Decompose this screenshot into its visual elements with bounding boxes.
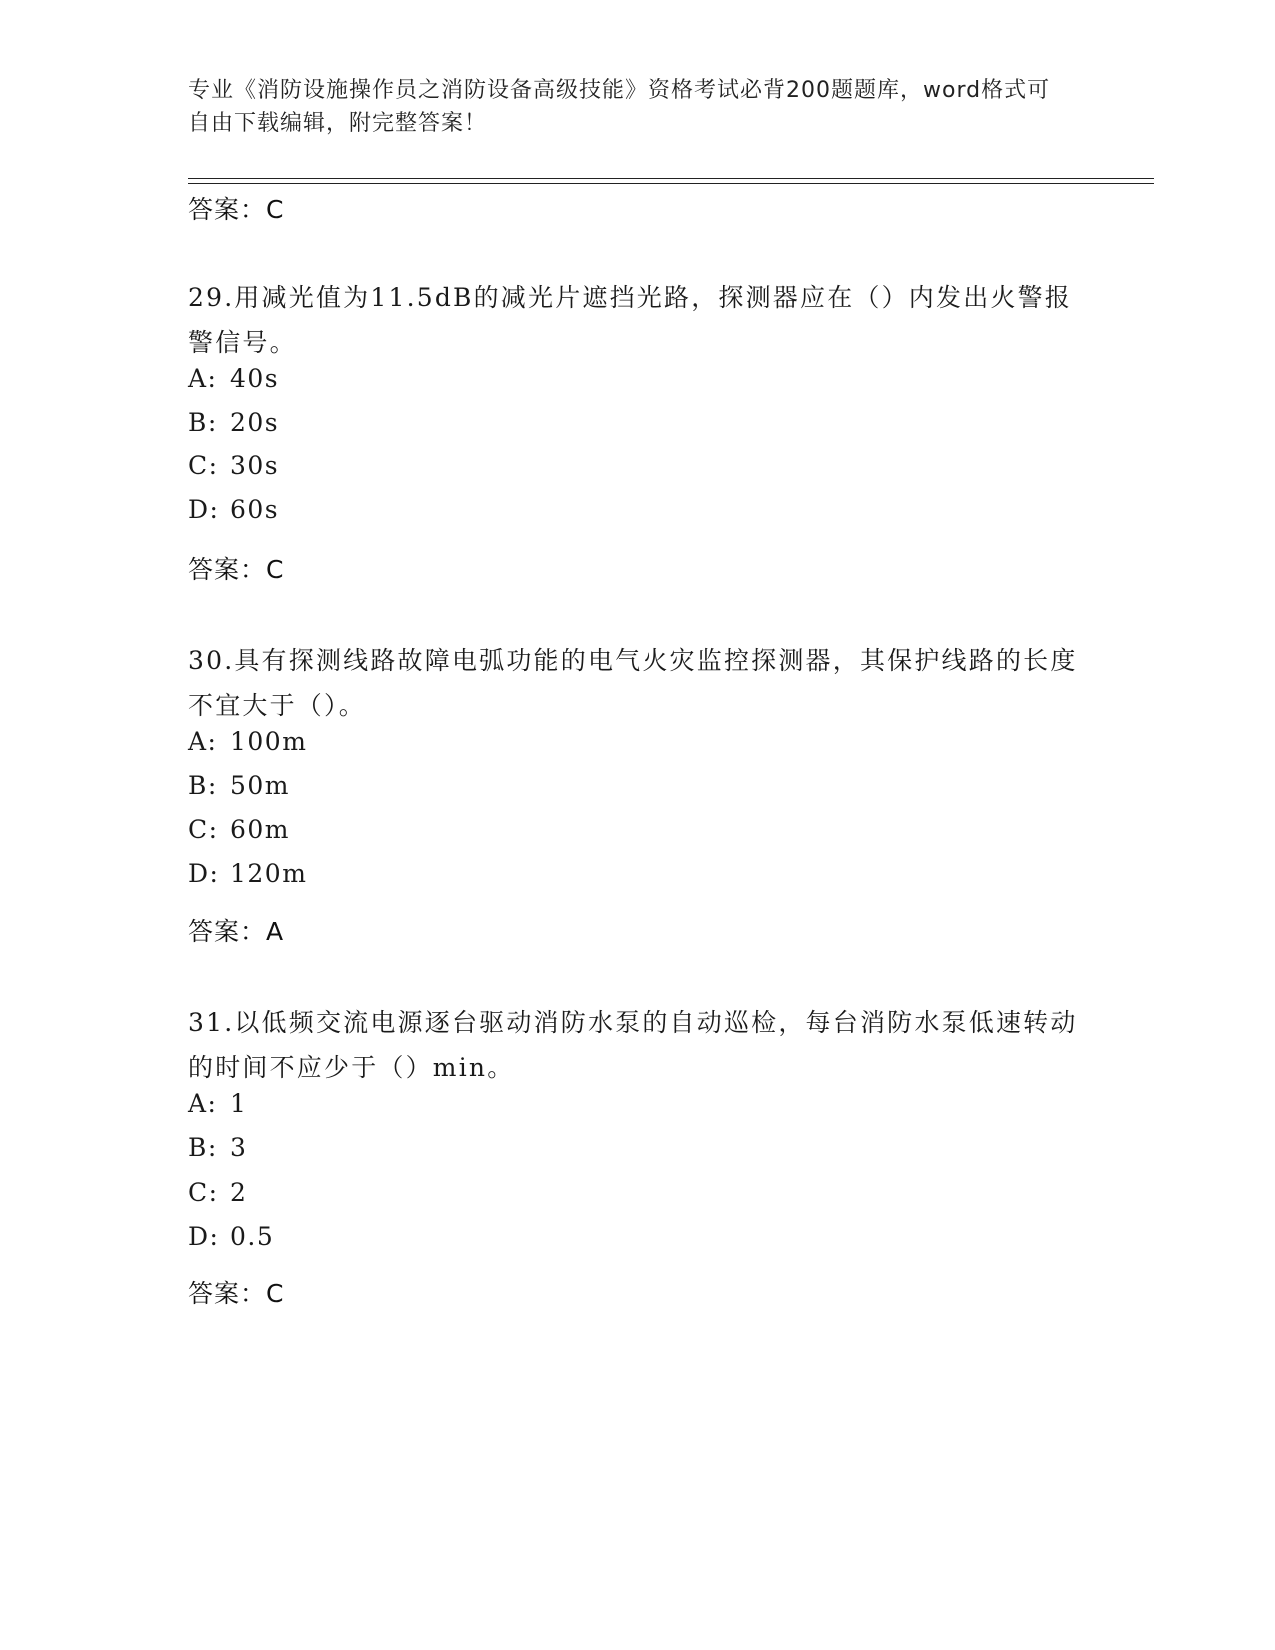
option-text: 40s xyxy=(230,364,280,393)
previous-answer: 答案：C xyxy=(188,195,285,224)
option-label: C: xyxy=(188,451,219,480)
option-label: B: xyxy=(188,408,218,437)
header-divider-top xyxy=(188,178,1154,179)
option-d xyxy=(188,1222,274,1251)
option-d xyxy=(188,859,307,888)
option-label: A: xyxy=(188,727,218,756)
header-divider-bottom xyxy=(188,183,1154,184)
option-text: 3 xyxy=(230,1133,248,1162)
option-d xyxy=(188,495,279,524)
option-label: C: xyxy=(188,1178,219,1207)
option-label: B: xyxy=(188,771,218,800)
option-text: 100m xyxy=(230,727,308,756)
option-label: A: xyxy=(188,364,218,393)
option-text: 120m xyxy=(230,859,308,888)
option-text: 30s xyxy=(230,451,280,480)
option-a xyxy=(188,364,279,393)
option-text: 0.5 xyxy=(230,1222,275,1251)
option-b xyxy=(188,1133,247,1162)
option-b xyxy=(188,408,279,437)
option-c xyxy=(188,1178,247,1207)
option-label: A: xyxy=(188,1089,218,1118)
option-label: D: xyxy=(188,495,220,524)
option-c xyxy=(188,451,279,480)
option-a xyxy=(188,727,307,756)
option-b xyxy=(188,771,290,800)
answer-30: 答案：A xyxy=(188,917,285,946)
answer-29: 答案：C xyxy=(188,555,285,584)
option-c xyxy=(188,815,290,844)
question-stem-29: 29.用减光值为11.5dB的减光片遮挡光路，探测器应在（）内发出火警报警信号。 xyxy=(188,283,1072,357)
option-text: 20s xyxy=(230,408,280,437)
option-text: 60s xyxy=(230,495,280,524)
option-text: 1 xyxy=(230,1089,248,1118)
option-text: 60m xyxy=(230,815,291,844)
question-stem-30: 30.具有探测线路故障电弧功能的电气火灾监控探测器，其保护线路的长度不宜大于（）。 xyxy=(188,646,1078,720)
option-label: D: xyxy=(188,1222,220,1251)
document-header: 专业《消防设施操作员之消防设备高级技能》资格考试必背200题题库，word格式可自由下载编辑，附完整答案！ xyxy=(188,78,1051,136)
option-text: 2 xyxy=(230,1178,248,1207)
option-text: 50m xyxy=(230,771,291,800)
option-a xyxy=(188,1089,247,1118)
option-label: C: xyxy=(188,815,219,844)
option-label: B: xyxy=(188,1133,218,1162)
question-stem-31: 31.以低频交流电源逐台驱动消防水泵的自动巡检，每台消防水泵低速转动的时间不应少于（）min。 xyxy=(188,1008,1078,1082)
answer-31: 答案：C xyxy=(188,1279,285,1308)
option-label: D: xyxy=(188,859,220,888)
